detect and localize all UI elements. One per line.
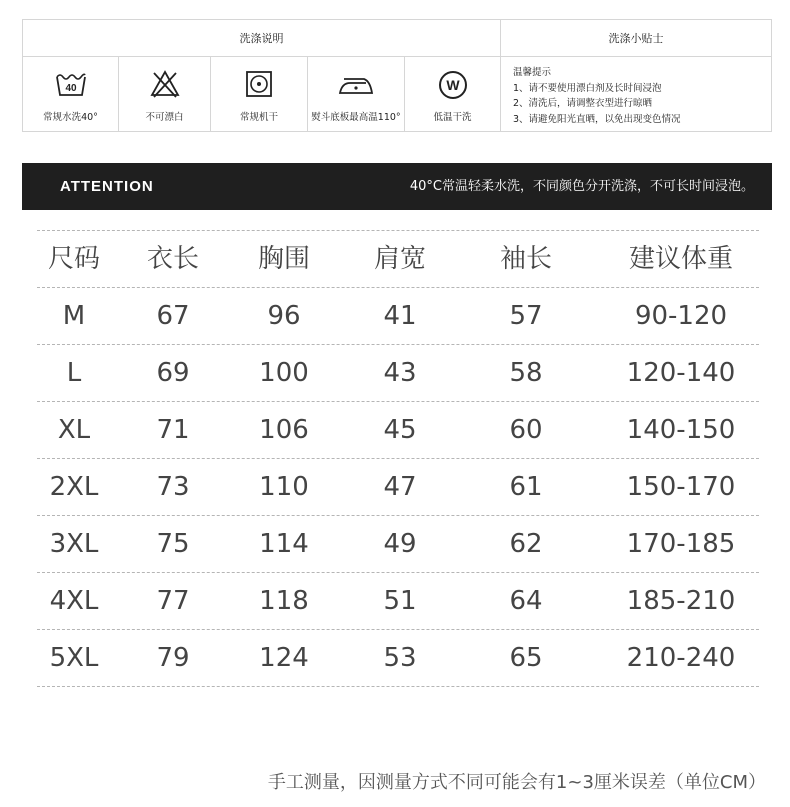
size-table-row: [37, 402, 759, 459]
size-table-cell: 120-140: [626, 358, 736, 388]
size-table-cell: 100: [259, 358, 309, 388]
size-table-header-cell: 袖长: [499, 244, 553, 274]
size-table-header-cell: 尺码: [47, 244, 101, 274]
care-instructions-table: [22, 19, 772, 132]
attention-text: 40°C常温轻柔水洗，不同颜色分开洗涤，不可长时间浸泡。: [409, 179, 754, 194]
size-table-cell: 5XL: [49, 643, 99, 673]
size-table-row: [37, 630, 759, 687]
care-header-tips: 洗涤小贴士: [501, 20, 771, 57]
no-bleach-icon: [119, 69, 210, 99]
tumble-dry-icon: [211, 69, 307, 99]
attention-title: ATTENTION: [60, 178, 154, 195]
size-table-cell: XL: [57, 415, 91, 445]
size-table-cell: 47: [383, 472, 417, 502]
size-table-cell: 57: [509, 301, 543, 331]
size-table-cell: 96: [267, 301, 301, 331]
wash-temp: 40: [64, 83, 77, 94]
tip-title: 温馨提示: [513, 67, 552, 78]
care-label-iron: 熨斗底板最高温110°: [311, 112, 401, 123]
tip-line: 1、请不要使用漂白剂及长时间浸泡: [513, 82, 662, 94]
size-table-header-cell: 肩宽: [373, 244, 427, 274]
size-chart-table: [37, 230, 759, 687]
size-table-cell: 185-210: [626, 586, 736, 616]
tip-line: 3、请避免阳光直晒，以免出现变色情况: [513, 113, 681, 125]
size-table-row: [37, 345, 759, 402]
care-item-dryclean: [405, 57, 501, 131]
care-tips: [513, 65, 681, 127]
size-table-cell: 4XL: [49, 586, 99, 616]
size-table-header-cell: 建议体重: [628, 244, 734, 274]
size-table-cell: 49: [383, 529, 417, 559]
size-table-cell: 2XL: [49, 472, 99, 502]
size-table-cell: 64: [509, 586, 543, 616]
size-table-row: [37, 459, 759, 516]
size-table-cell: 43: [383, 358, 417, 388]
size-table-header-cell: 胸围: [257, 244, 311, 274]
size-table-cell: 51: [383, 586, 417, 616]
size-table-cell: L: [66, 358, 82, 388]
size-table-cell: 73: [156, 472, 190, 502]
size-table-cell: 58: [509, 358, 543, 388]
measurement-footnote: 手工测量，因测量方式不同可能会有1~3厘米误差（单位CM）: [267, 772, 766, 793]
size-table-cell: M: [62, 301, 86, 331]
size-table-row: [37, 516, 759, 573]
care-item-dry: [211, 57, 308, 131]
attention-banner: [22, 163, 772, 210]
size-table-cell: 75: [156, 529, 190, 559]
size-table-cell: 60: [509, 415, 543, 445]
size-table-cell: 71: [156, 415, 190, 445]
size-table-cell: 45: [383, 415, 417, 445]
size-table-cell: 77: [156, 586, 190, 616]
care-label-dry: 常规机干: [239, 112, 278, 123]
size-table-cell: 210-240: [626, 643, 736, 673]
care-header-instructions: 洗涤说明: [23, 20, 501, 57]
size-table-header-cell: 衣长: [146, 244, 200, 274]
size-table-cell: 65: [509, 643, 543, 673]
care-label-bleach: 不可漂白: [145, 112, 184, 123]
wash-40-icon: [23, 69, 118, 99]
size-table-cell: 67: [156, 301, 190, 331]
tip-line: 2、清洗后，请调整衣型进行晾晒: [513, 98, 653, 109]
size-table-cell: 69: [156, 358, 190, 388]
size-table-cell: 61: [509, 472, 543, 502]
size-table-cell: 90-120: [634, 301, 728, 331]
size-table-row: [37, 573, 759, 630]
wet-clean-glyph: W: [445, 77, 460, 93]
size-table-cell: 140-150: [626, 415, 736, 445]
size-table-cell: 62: [509, 529, 543, 559]
size-table-cell: 106: [259, 415, 309, 445]
size-table-cell: 114: [259, 529, 309, 559]
size-table-header-row: [37, 230, 759, 288]
size-table-cell: 150-170: [626, 472, 736, 502]
size-table-cell: 124: [259, 643, 309, 673]
care-label-wash: 常规水洗40°: [43, 112, 98, 123]
size-table-cell: 118: [259, 586, 309, 616]
care-item-wash: [23, 57, 119, 131]
size-table-cell: 3XL: [49, 529, 99, 559]
iron-icon: [308, 69, 404, 99]
size-table-cell: 53: [383, 643, 417, 673]
size-table-cell: 170-185: [626, 529, 736, 559]
size-table-cell: 110: [259, 472, 309, 502]
size-table-row: [37, 288, 759, 345]
size-table-cell: 41: [383, 301, 417, 331]
care-label-dryclean: 低温干洗: [433, 112, 472, 123]
wet-clean-icon: [405, 69, 500, 99]
care-item-bleach: [119, 57, 211, 131]
care-item-iron: [308, 57, 405, 131]
size-table-cell: 79: [156, 643, 190, 673]
